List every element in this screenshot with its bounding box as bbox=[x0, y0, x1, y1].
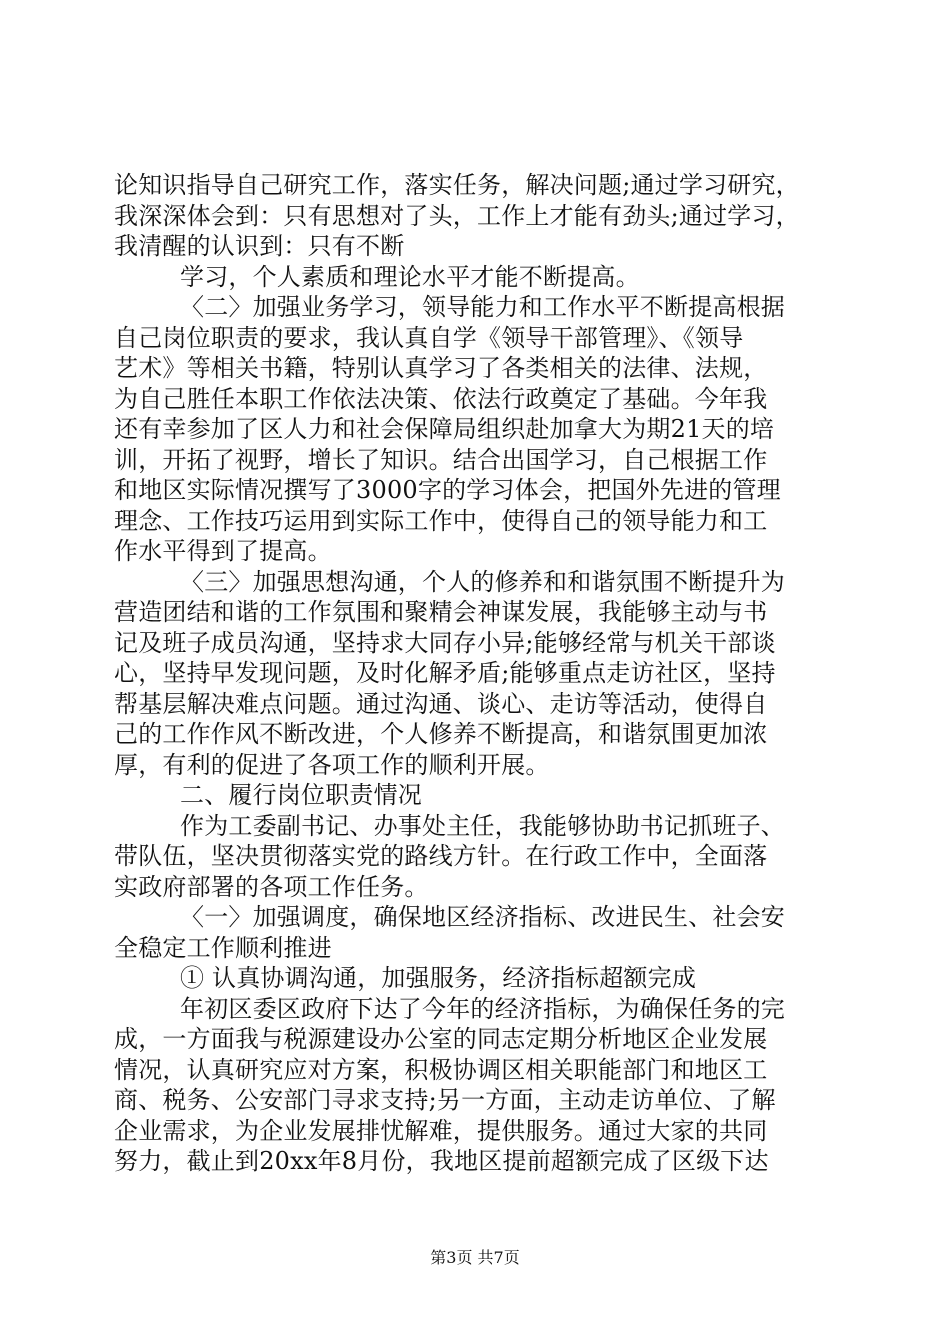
text-line: 成，一方面我与税源建设办公室的同志定期分析地区企业发展 bbox=[114, 1025, 768, 1053]
text-line: 全稳定工作顺利推进 bbox=[114, 933, 332, 962]
text-line: 我深深体会到：只有思想对了头，工作上才能有劲头;通过学习， bbox=[114, 201, 800, 230]
text-line: 我清醒的认识到：只有不断 bbox=[114, 232, 405, 260]
text-line: 和地区实际情况撰写了3000字的学习体会，把国外先进的管理 bbox=[114, 476, 781, 504]
page-number-footer: 第3页 共7页 bbox=[430, 1248, 520, 1267]
text-line: 营造团结和谐的工作氛围和聚精会神谋发展，我能够主动与书 bbox=[114, 598, 768, 626]
text-line: 二、履行岗位职责情况 bbox=[180, 781, 422, 809]
text-line: 心，坚持早发现问题，及时化解矛盾;能够重点走访社区，坚持 bbox=[114, 659, 776, 687]
text-line: 商、税务、公安部门寻求支持;另一方面，主动走访单位、了解 bbox=[114, 1086, 776, 1114]
text-line: 艺术》等相关书籍，特别认真学习了各类相关的法律、法规， bbox=[114, 354, 768, 382]
text-line: 〈三〉加强思想沟通，个人的修养和和谐氛围不断提升为 bbox=[180, 567, 785, 596]
text-line: 训，开拓了视野，增长了知识。结合出国学习，自己根据工作 bbox=[114, 445, 768, 474]
text-line: 论知识指导自己研究工作，落实任务，解决问题;通过学习研究， bbox=[114, 171, 800, 199]
text-line: 帮基层解决难点问题。通过沟通、谈心、走访等活动，使得自 bbox=[114, 689, 768, 718]
text-line: 作水平得到了提高。 bbox=[114, 537, 332, 565]
text-line: 作为工委副书记、办事处主任，我能够协助书记抓班子、 bbox=[180, 811, 785, 840]
text-line: 厚，有利的促进了各项工作的顺利开展。 bbox=[114, 750, 550, 779]
text-line: 自己岗位职责的要求，我认真自学《领导干部管理》、《领导 bbox=[114, 323, 744, 352]
text-line: 己的工作作风不断改进，个人修养不断提高，和谐氛围更加浓 bbox=[114, 720, 768, 748]
text-line: 情况，认真研究应对方案，积极协调区相关职能部门和地区工 bbox=[114, 1055, 768, 1084]
document-body bbox=[114, 170, 846, 1177]
text-line: 企业需求，为企业发展排忧解难，提供服务。通过大家的共同 bbox=[114, 1116, 768, 1145]
text-line: 实政府部署的各项工作任务。 bbox=[114, 872, 429, 901]
text-line: 学习，个人素质和理论水平才能不断提高。 bbox=[180, 262, 640, 291]
text-line: 带队伍，坚决贯彻落实党的路线方针。在行政工作中，全面落 bbox=[114, 842, 768, 870]
text-line: 还有幸参加了区人力和社会保障局组织赴加拿大为期21天的培 bbox=[114, 415, 775, 443]
text-line: 〈二〉加强业务学习，领导能力和工作水平不断提高根据 bbox=[180, 293, 785, 321]
text-line: 为自己胜任本职工作依法决策、依法行政奠定了基础。今年我 bbox=[114, 384, 768, 413]
text-line: 努力，截止到20xx年8月份，我地区提前超额完成了区级下达 bbox=[114, 1147, 769, 1175]
text-line: 年初区委区政府下达了今年的经济指标，为确保任务的完 bbox=[180, 994, 785, 1023]
text-line: ① 认真协调沟通，加强服务，经济指标超额完成 bbox=[180, 964, 697, 992]
text-line: 记及班子成员沟通，坚持求大同存小异;能够经常与机关干部谈 bbox=[114, 628, 776, 657]
text-line: 理念、工作技巧运用到实际工作中，使得自己的领导能力和工 bbox=[114, 506, 768, 535]
text-line: 〈一〉加强调度，确保地区经济指标、改进民生、社会安 bbox=[180, 903, 785, 931]
